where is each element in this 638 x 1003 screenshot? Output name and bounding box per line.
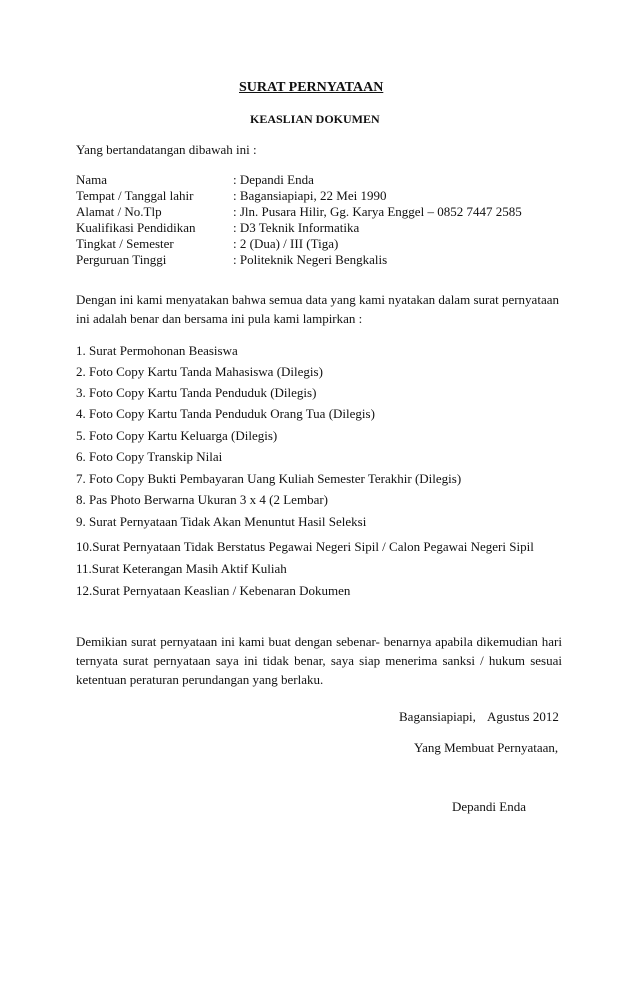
- field-label-semester: Tingkat / Semester: [76, 236, 174, 251]
- field-label-birth: Tempat / Tanggal lahir: [76, 188, 194, 203]
- attachment-item: 10.Surat Pernyataan Tidak Berstatus Pegawai Negeri Sipil / Calon Pegawai Negeri Sipil: [76, 539, 534, 554]
- signer-caption: Yang Membuat Pernyataan,: [414, 740, 559, 755]
- field-value-address: : Jln. Pusara Hilir, Gg. Karya Enggel – 0852 7447 2585: [233, 204, 522, 219]
- signer-name: Depandi Enda: [452, 799, 527, 814]
- field-label-address: Alamat / No.Tlp: [76, 204, 162, 219]
- field-value-birth: : Bagansiapiapi, 22 Mei 1990: [233, 188, 387, 203]
- field-label-education: Kualifikasi Pendidikan: [76, 220, 196, 235]
- attachment-item: 6. Foto Copy Transkip Nilai: [76, 449, 223, 464]
- field-value-education: : D3 Teknik Informatika: [233, 220, 360, 235]
- attachment-item: 12.Surat Pernyataan Keaslian / Kebenaran Dokumen: [76, 583, 351, 598]
- attachment-item: 4. Foto Copy Kartu Tanda Penduduk Orang Tua (Dilegis): [76, 406, 375, 421]
- document-subtitle: KEASLIAN DOKUMEN: [250, 112, 380, 126]
- field-label-college: Perguruan Tinggi: [76, 252, 167, 267]
- attachment-item: 7. Foto Copy Bukti Pembayaran Uang Kuliah Semester Terakhir (Dilegis): [76, 471, 462, 486]
- signature-date: Agustus 2012: [487, 709, 559, 724]
- attachment-item: 5. Foto Copy Kartu Keluarga (Dilegis): [76, 428, 278, 443]
- attachment-item: 9. Surat Pernyataan Tidak Akan Menuntut Hasil Seleksi: [76, 514, 367, 529]
- field-value-semester: : 2 (Dua) / III (Tiga): [233, 236, 339, 251]
- attachment-item: 1. Surat Permohonan Beasiswa: [76, 343, 238, 358]
- attachment-item: 3. Foto Copy Kartu Tanda Penduduk (Dilegis): [76, 385, 317, 400]
- closing-paragraph: Demikian surat pernyataan ini kami buat dengan sebenar- benarnya apabila dikemudian hari ternyata surat pernyataan saya ini tidak benar, saya siap menerima sanksi / hukum sesuai ketentuan peraturan perundangan yang berlaku.: [76, 634, 562, 687]
- signature-place: Bagansiapiapi,: [399, 709, 476, 724]
- field-value-name: : Depandi Enda: [233, 172, 314, 187]
- attachment-item: 2. Foto Copy Kartu Tanda Mahasiswa (Dilegis): [76, 364, 323, 379]
- field-label-name: Nama: [76, 172, 108, 187]
- statement-paragraph: Dengan ini kami menyatakan bahwa semua data yang kami nyatakan dalam surat pernyataan ini adalah benar dan bersama ini pula kami lampirkan :: [76, 292, 559, 326]
- attachment-item: 8. Pas Photo Berwarna Ukuran 3 x 4 (2 Lembar): [76, 492, 328, 507]
- field-value-college: : Politeknik Negeri Bengkalis: [233, 252, 388, 267]
- intro-text: Yang bertandatangan dibawah ini :: [76, 142, 257, 157]
- attachment-item: 11.Surat Keterangan Masih Aktif Kuliah: [76, 561, 287, 576]
- document-title: SURAT PERNYATAAN: [239, 80, 384, 95]
